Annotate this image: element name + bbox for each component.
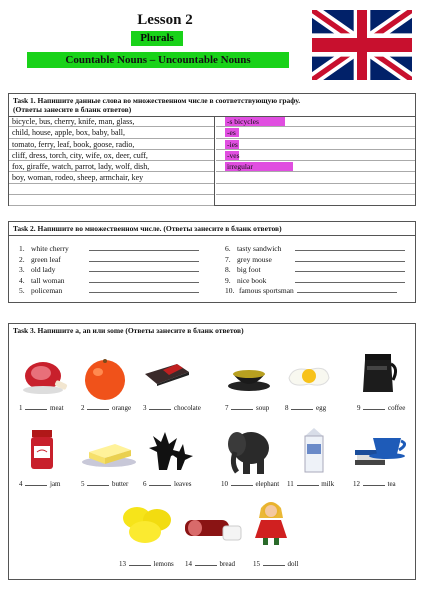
caption: 11 milk [287, 480, 335, 488]
answer-line[interactable] [263, 560, 285, 566]
answer-line[interactable] [231, 480, 253, 486]
list-item: 1. white cherry [19, 244, 209, 255]
list-item: 9. nice book [225, 276, 411, 287]
task-1-heading: Task 1. Напишите данные слова во множественном числе в соответствующую графу. (Ответы занесите в бланк ответов) [9, 94, 415, 117]
jam-jar-icon [29, 430, 55, 470]
soup-icon [227, 364, 271, 392]
answer-line[interactable] [149, 404, 171, 410]
lemons-icon [119, 504, 175, 544]
ending-label: irregular [225, 162, 293, 171]
milk-carton-icon [303, 426, 325, 474]
word-row: cliff, dress, torch, city, wife, ox, deer, cuff, [9, 150, 214, 161]
bread-icon [183, 514, 243, 544]
caption: 13 lemons [119, 560, 174, 568]
answer-line[interactable] [295, 265, 405, 272]
word-row [9, 195, 214, 206]
answer-line[interactable] [297, 480, 319, 486]
answer-line[interactable] [149, 480, 171, 486]
caption: 7 soup [225, 404, 270, 412]
ending-row [216, 139, 415, 150]
butter-icon [81, 438, 137, 468]
list-item: 2. green leaf [19, 255, 209, 266]
subtitle: Countable Nouns – Uncountable Nouns [27, 52, 289, 68]
ending-label: -ves [227, 150, 240, 160]
caption: 12 tea [353, 480, 396, 488]
list-item: 10. famous sportsman [225, 286, 411, 297]
task-3-heading: Task 3. Напишите a, an или some (Ответы занесите в бланк ответов) [13, 326, 244, 335]
caption: 3 chocolate [143, 404, 201, 412]
task-3 [8, 323, 416, 580]
word-row: child, house, apple, box, baby, ball, [9, 127, 214, 138]
ending-row [216, 127, 415, 138]
caption: 8 egg [285, 404, 327, 412]
topic-label: Plurals [131, 31, 183, 46]
ending-label: -ies [227, 139, 238, 149]
answer-line[interactable] [363, 404, 385, 410]
leaves-icon [147, 430, 193, 472]
caption: 9 coffee [357, 404, 406, 412]
elephant-icon [225, 428, 273, 474]
list-item: 8. big foot [225, 265, 411, 276]
phrase-list-left [19, 244, 209, 297]
ending-label: -s bicycles [225, 117, 285, 126]
answer-line[interactable] [89, 255, 199, 262]
caption: 10 elephant [221, 480, 280, 488]
word-row [9, 184, 214, 195]
answer-line[interactable] [25, 404, 47, 410]
ham-icon [19, 356, 69, 398]
caption: 2 orange [81, 404, 132, 412]
answer-line[interactable] [89, 276, 199, 283]
list-item: 6. tasty sandwich [225, 244, 411, 255]
list-item: 7. grey mouse [225, 255, 411, 266]
answer-line[interactable] [25, 480, 47, 486]
answer-line[interactable] [231, 404, 253, 410]
teacup-icon [353, 430, 411, 470]
answer-line[interactable] [297, 286, 397, 293]
caption: 1 meat [19, 404, 64, 412]
answer-line[interactable] [89, 286, 199, 293]
chocolate-icon [143, 362, 191, 386]
answer-line[interactable] [89, 265, 199, 272]
task-1 [8, 93, 416, 206]
orange-icon [81, 354, 129, 402]
list-item: 4. tall woman [19, 276, 209, 287]
ending-row [216, 161, 415, 172]
answer-line[interactable] [295, 276, 405, 283]
word-row: tomato, ferry, leaf, book, goose, radio, [9, 139, 214, 150]
page-header [0, 0, 424, 92]
answer-line[interactable] [129, 560, 151, 566]
ending-label: -es [225, 128, 239, 137]
caption: 15 doll [253, 560, 299, 568]
answer-line[interactable] [87, 480, 109, 486]
caption: 14 bread [185, 560, 236, 568]
task-2 [8, 221, 416, 303]
egg-icon [285, 362, 333, 390]
answer-line[interactable] [295, 244, 405, 251]
answer-line[interactable] [363, 480, 385, 486]
task-2-heading: Task 2. Напишите во множественном числе. (Ответы занесите в бланк ответов) [9, 222, 415, 236]
phrase-list-right [225, 244, 411, 297]
word-row: fox, giraffe, watch, parrot, lady, wolf, dish, [9, 161, 214, 172]
caption: 4 jam [19, 480, 61, 488]
caption: 6 leaves [143, 480, 192, 488]
word-row: boy, woman, rodeo, sheep, armchair, key [9, 172, 214, 183]
answer-line[interactable] [295, 255, 405, 262]
list-item: 3. old lady [19, 265, 209, 276]
lesson-title: Lesson 2 [137, 12, 193, 28]
doll-icon [253, 498, 291, 546]
answer-line[interactable] [195, 560, 217, 566]
word-list [9, 116, 215, 206]
union-jack-flag-icon [312, 10, 412, 80]
caption: 5 butter [81, 480, 129, 488]
list-item: 5. policeman [19, 286, 209, 297]
ending-columns [216, 116, 415, 206]
picture-grid [9, 346, 415, 580]
ending-row [216, 116, 415, 127]
ending-row [216, 150, 415, 161]
answer-line[interactable] [87, 404, 109, 410]
answer-line[interactable] [291, 404, 313, 410]
word-row: bicycle, bus, cherry, knife, man, glass, [9, 116, 214, 127]
answer-line[interactable] [89, 244, 199, 251]
coffee-pot-icon [359, 352, 399, 394]
